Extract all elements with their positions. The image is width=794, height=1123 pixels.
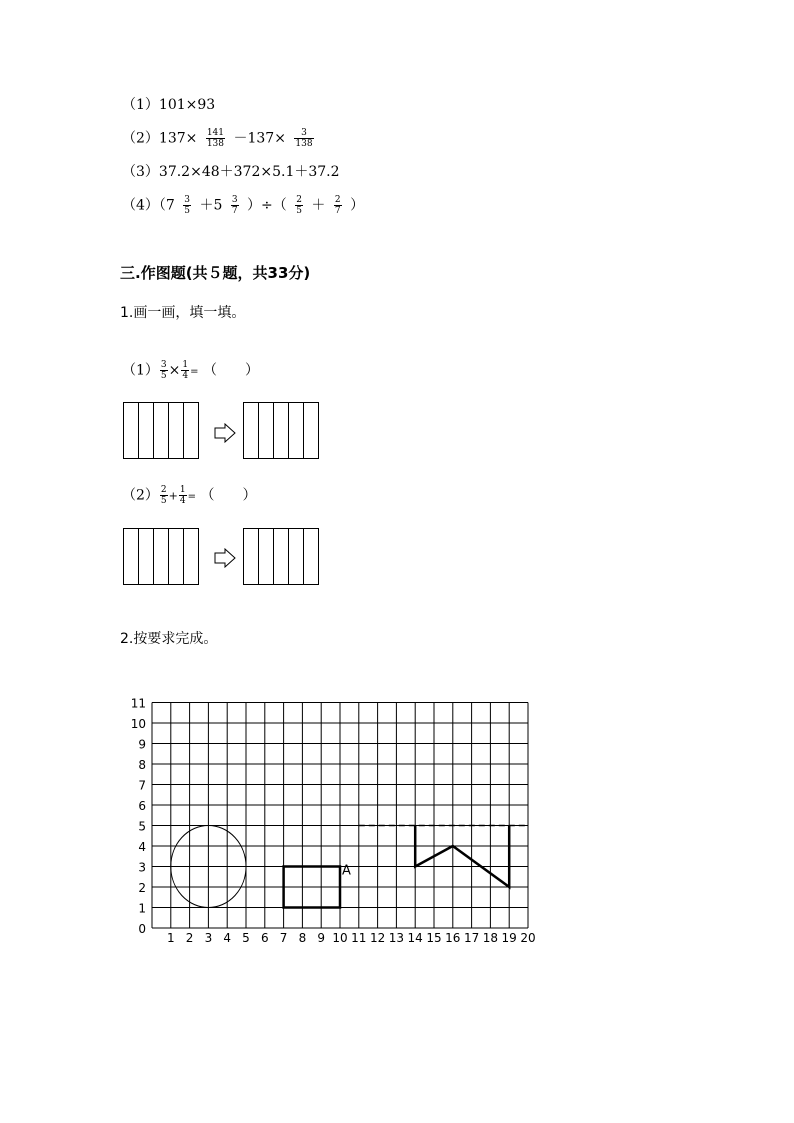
item-index: （4） <box>122 197 159 214</box>
question-1-part-1: （1） $\frac{3}{5}$ × $\frac{1}{4}$ = （ ） <box>122 360 259 381</box>
x-tick-label: 12 <box>369 931 386 945</box>
x-tick-label: 1 <box>166 931 175 945</box>
x-tick-label: 6 <box>260 931 269 945</box>
expression-part: －137× <box>233 130 286 147</box>
y-tick-label: 2 <box>138 881 146 895</box>
x-tick-label: 11 <box>351 931 367 945</box>
answer-blank[interactable]: （ ） <box>200 487 257 504</box>
expression: 101×93 <box>158 97 216 113</box>
question-1-title: 1.画一画，填一填。 <box>120 305 246 321</box>
expression: 37.2×48＋372×5.1＋37.2 <box>158 164 340 180</box>
x-tick-label: 17 <box>463 931 480 945</box>
y-tick-label: 7 <box>138 778 146 793</box>
fraction: $\frac{2}{5}$ <box>296 195 302 216</box>
expression-part: 137× <box>158 130 198 147</box>
x-tick-label: 18 <box>482 931 499 945</box>
x-tick-label: 3 <box>204 931 213 945</box>
fraction: $\frac{1}{4}$ <box>179 485 186 506</box>
y-tick-label: 1 <box>138 901 146 916</box>
fraction: $\frac{2}{7}$ <box>334 195 341 216</box>
fraction: $\frac{3}{7}$ <box>231 195 238 216</box>
fraction: $\frac{1}{4}$ <box>182 360 189 381</box>
x-tick-label: 10 <box>332 931 348 945</box>
x-tick-label: 15 <box>426 931 442 945</box>
polyline-shape <box>415 826 509 888</box>
question-2-title: 2.按要求完成。 <box>120 631 218 647</box>
section-title: 三.作图题(共５题，共33分) <box>120 264 311 282</box>
y-tick-label: 4 <box>138 840 146 854</box>
y-tick-label: 0 <box>138 922 146 936</box>
y-tick-label: 8 <box>138 758 146 772</box>
y-tick-label: 6 <box>138 799 146 813</box>
fraction: $\frac{141}{138}$ <box>206 128 225 149</box>
y-tick-label: 9 <box>138 737 146 752</box>
x-axis-labels <box>167 931 536 945</box>
point-label-a: A <box>342 863 351 879</box>
x-tick-label: 9 <box>317 931 326 945</box>
fraction: $\frac{3}{138}$ <box>295 128 313 149</box>
x-tick-label: 16 <box>445 931 461 945</box>
question-1-part-2: （2） $\frac{2}{5}$ + $\frac{1}{4}$ = （ ） <box>122 485 257 506</box>
x-tick-label: 5 <box>242 931 250 945</box>
y-tick-label: 5 <box>138 819 146 834</box>
answer-blank[interactable]: （ ） <box>202 362 259 379</box>
x-tick-label: 2 <box>185 931 194 945</box>
fraction: $\frac{3}{5}$ <box>184 195 191 216</box>
y-tick-label: 11 <box>130 696 146 711</box>
x-tick-label: 8 <box>298 931 307 945</box>
fraction: $\frac{3}{5}$ <box>160 360 167 381</box>
x-tick-label: 7 <box>279 931 288 945</box>
item-index: （3） <box>122 164 159 180</box>
x-tick-label: 13 <box>388 931 405 945</box>
fraction: $\frac{2}{5}$ <box>160 485 167 506</box>
x-tick-label: 4 <box>223 931 232 945</box>
item-index: （2） <box>122 130 159 147</box>
x-tick-label: 14 <box>407 931 423 945</box>
item-index: （1） <box>122 97 159 113</box>
y-tick-label: 3 <box>138 860 146 875</box>
y-axis-labels <box>131 697 146 937</box>
y-tick-label: 10 <box>130 717 146 731</box>
x-tick-label: 19 <box>501 931 517 945</box>
x-tick-label: 20 <box>520 931 536 945</box>
calc-line-4: （4）（7 $\frac{3}{5}$ ＋5 $\frac{3}{7}$ ）÷（ $\frac{2}{5}$ ＋ $\frac{2}{7}$ ） <box>122 195 365 216</box>
